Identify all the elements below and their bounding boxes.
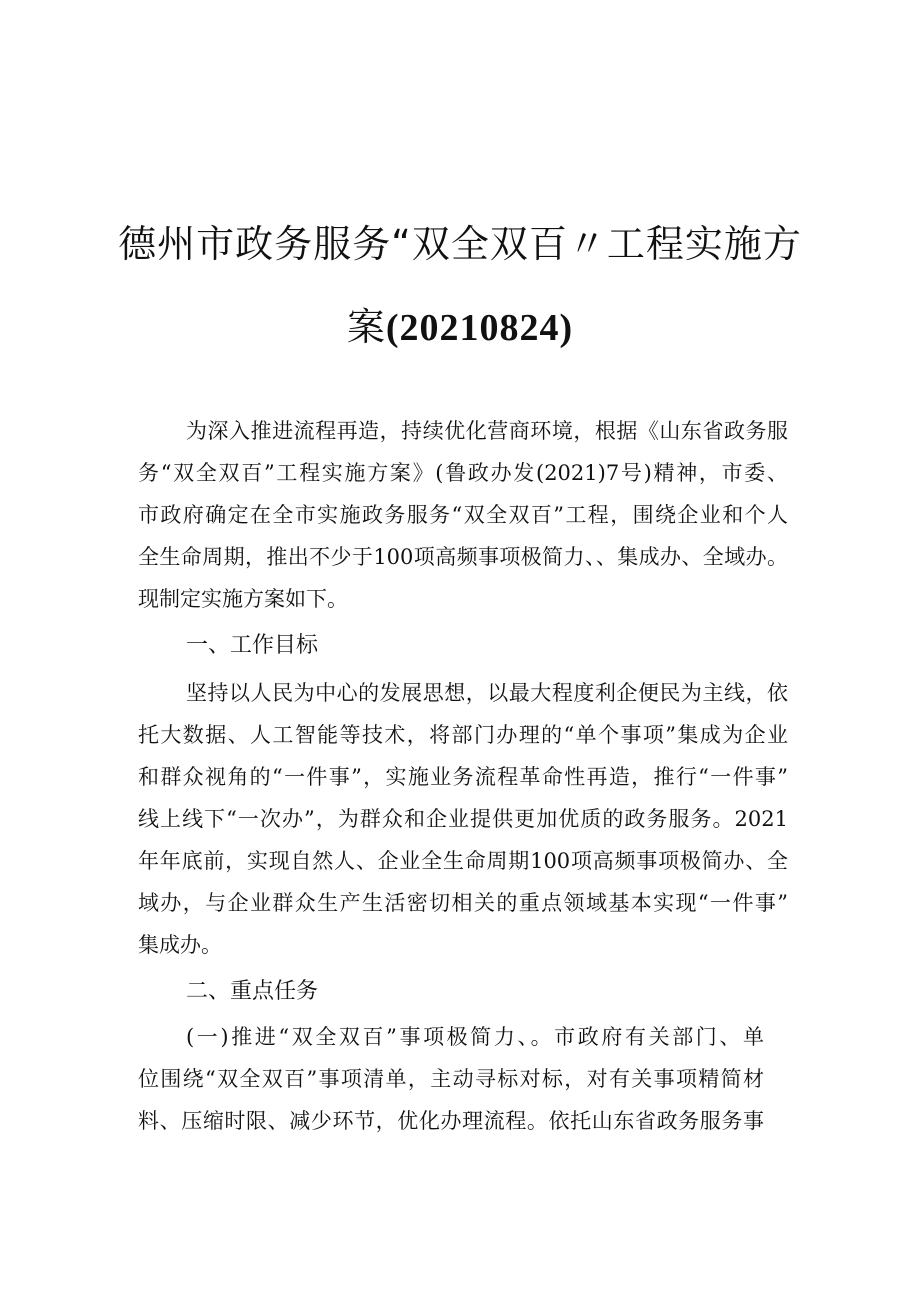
document-title-date: (20210824) bbox=[385, 307, 574, 349]
paragraph-line: 线上线下“一次办”，为群众和企业提供更加优质的政务服务。2021 bbox=[138, 807, 788, 831]
paragraph-line: 全生命周期，推出不少于100项高频事项极简力、、集成办、全域办。 bbox=[138, 545, 788, 569]
intro-paragraph bbox=[138, 410, 788, 620]
section-heading-key-tasks: 二、重点任务 bbox=[186, 979, 319, 1004]
paragraph-line: 托大数据、人工智能等技术，将部门办理的“单个事项”集成为企业 bbox=[138, 723, 788, 747]
paragraph-line: 为深入推进流程再造，持续优化营商环境，根据《山东省政务服 bbox=[186, 419, 788, 443]
section-heading-work-goals: 一、工作目标 bbox=[186, 633, 319, 658]
paragraph-line: 现制定实施方案如下。 bbox=[138, 587, 348, 611]
paragraph-line: (一)推进“双全双百”事项极简力、。市政府有关部门、单 bbox=[186, 1025, 764, 1049]
document-title-line-2 bbox=[0, 296, 920, 351]
work-goals-paragraph bbox=[138, 672, 788, 966]
paragraph-line: 位围绕“双全双百”事项清单，主动寻标对标，对有关事项精简材 bbox=[138, 1067, 764, 1091]
paragraph-line: 料、压缩时限、减少环节，优化办理流程。依托山东省政务服务事 bbox=[138, 1109, 764, 1133]
paragraph-line: 坚持以人民为中心的发展思想，以最大程度利企便民为主线，依 bbox=[186, 681, 788, 705]
paragraph-line: 务“双全双百”工程实施方案》(鲁政办发(2021)7号)精神，市委、 bbox=[138, 461, 788, 485]
paragraph-line: 年年底前，实现自然人、企业全生命周期100项高频事项极简办、全 bbox=[138, 849, 788, 873]
document-title-prefix: 案 bbox=[346, 305, 386, 349]
paragraph-line: 域办，与企业群众生产生活密切相关的重点领域基本实现“一件事” bbox=[138, 891, 788, 915]
paragraph-line: 市政府确定在全市实施政务服务“双全双百”工程，围绕企业和个人 bbox=[138, 503, 788, 527]
key-tasks-paragraph bbox=[138, 1016, 764, 1142]
paragraph-line: 集成办。 bbox=[138, 933, 222, 957]
document-title-line-1: 德州市政务服务“双全双百〃工程实施方 bbox=[118, 222, 802, 266]
paragraph-line: 和群众视角的“一件事”，实施业务流程革命性再造，推行“一件事” bbox=[138, 765, 788, 789]
